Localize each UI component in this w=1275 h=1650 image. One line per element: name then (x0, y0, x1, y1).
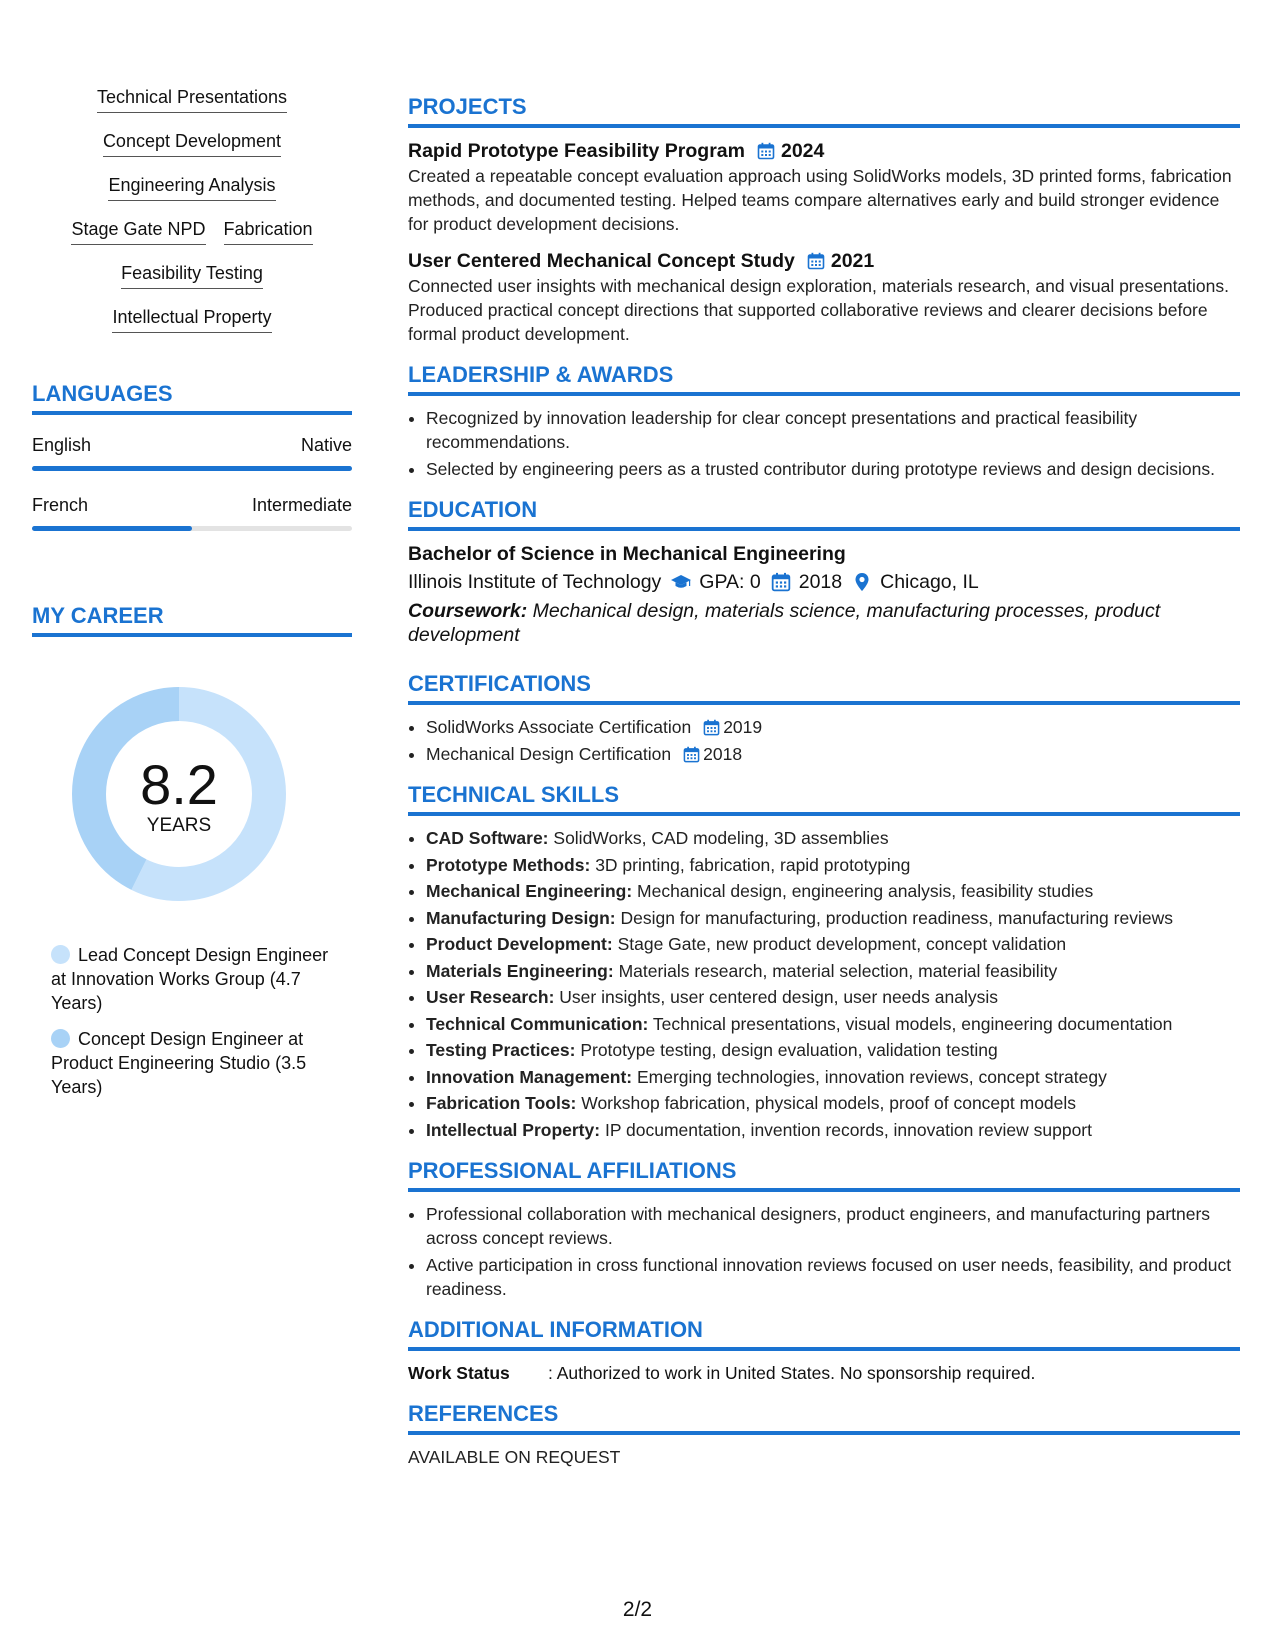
skill-item (426, 1091, 1240, 1116)
skill-item (426, 1065, 1240, 1090)
project-item (408, 248, 1240, 346)
language-level-bar (32, 526, 352, 531)
project-item (408, 138, 1240, 236)
skill-values: 3D printing, fabrication, rapid prototyping (595, 854, 911, 875)
career-total-years: 8.2 (140, 753, 218, 816)
language-item (32, 495, 352, 531)
certifications-title: CERTIFICATIONS (408, 671, 591, 696)
references-section (408, 1401, 1240, 1469)
skill-chip: Stage Gate NPD (71, 218, 205, 245)
language-level-fill (32, 526, 192, 531)
technical-skills-title: TECHNICAL SKILLS (408, 782, 620, 807)
page-number: 2/2 (622, 1598, 653, 1621)
project-year: 2021 (830, 250, 875, 272)
language-level-fill (32, 466, 352, 471)
certification-item (426, 742, 1240, 766)
section-divider (408, 812, 1240, 816)
skill-chip: Engineering Analysis (108, 174, 275, 201)
calendar-icon (757, 142, 775, 160)
coursework: Mechanical design, materials science, manufacturing processes, product development (408, 600, 1161, 646)
references-title: REFERENCES (408, 1401, 559, 1426)
skill-chip: Feasibility Testing (121, 262, 263, 289)
skill-chip: Concept Development (103, 130, 281, 157)
additional-info-title: ADDITIONAL INFORMATION (408, 1317, 703, 1342)
references-text: AVAILABLE ON REQUEST (408, 1447, 621, 1467)
skill-item (426, 1012, 1240, 1037)
language-name: French (32, 495, 89, 515)
skill-category: Product Development: (426, 934, 613, 954)
project-year: 2024 (780, 140, 825, 162)
skill-values: Emerging technologies, innovation reviews, concept strategy (637, 1066, 1107, 1087)
skill-values: Design for manufacturing, production readiness, manufacturing reviews (620, 907, 1173, 928)
career-legend (32, 943, 336, 1099)
graduation-year: 2018 (798, 571, 843, 593)
skill-item (426, 879, 1240, 904)
skill-category: Innovation Management: (426, 1066, 633, 1087)
school-location: Chicago, IL (880, 571, 979, 593)
left-column (32, 86, 352, 1111)
skill-category: Technical Communication: (426, 1013, 649, 1034)
list-item: • Active participation in cross functional innovation reviews focused on user needs, feasibility, and product readiness. (426, 1253, 1240, 1301)
skill-category: Fabrication Tools: (426, 1093, 577, 1113)
language-name: English (32, 435, 92, 455)
skill-item (426, 826, 1240, 851)
leadership-section (408, 362, 1240, 481)
languages-section (32, 381, 352, 531)
projects-section (408, 94, 1240, 346)
legend-dot (51, 945, 70, 964)
skill-category: Mechanical Engineering: (426, 881, 633, 901)
affiliations-section (408, 1158, 1240, 1301)
certifications-section (408, 671, 1240, 766)
skill-category: Materials Engineering: (426, 960, 614, 981)
calendar-icon (703, 719, 720, 736)
project-name: User Centered Mechanical Concept Study (408, 250, 795, 272)
certification-year: 2018 (703, 744, 743, 764)
gpa: GPA: 0 (699, 571, 761, 593)
graduation-cap-icon (671, 572, 691, 592)
language-item (32, 435, 352, 471)
skill-item (426, 1038, 1240, 1063)
skill-values: User insights, user centered design, user needs analysis (559, 987, 998, 1007)
skill-chip: Technical Presentations (97, 86, 287, 113)
skill-item (426, 932, 1240, 957)
career-legend-item (51, 943, 336, 1015)
affiliations-title: PROFESSIONAL AFFILIATIONS (408, 1158, 737, 1183)
affiliations-list (408, 1202, 1240, 1301)
skill-values: Mechanical design, engineering analysis, feasibility studies (637, 881, 1094, 901)
section-divider (408, 124, 1240, 128)
info-value: : Authorized to work in United States. No sponsorship required. (548, 1363, 1036, 1383)
calendar-icon (683, 746, 700, 763)
additional-info-section (408, 1317, 1240, 1385)
certifications-list (408, 715, 1240, 766)
technical-skills-list (408, 826, 1240, 1142)
skill-item (426, 906, 1240, 931)
certification-name: • Mechanical Design Certification (426, 744, 672, 764)
languages-title: LANGUAGES (32, 381, 173, 406)
list-item: • Professional collaboration with mechanical designers, product engineers, and manufacturing partners across concept reviews. (426, 1202, 1240, 1250)
project-name: Rapid Prototype Feasibility Program (408, 140, 745, 162)
section-divider (408, 1188, 1240, 1192)
section-divider (408, 1347, 1240, 1351)
skill-category: User Research: (426, 987, 555, 1007)
certification-year: 2019 (723, 717, 763, 737)
skill-category: Prototype Methods: (426, 854, 591, 875)
list-item: • Recognized by innovation leadership for clear concept presentations and practical feasibility recommendations. (426, 406, 1240, 454)
section-divider (408, 527, 1240, 531)
project-description: Created a repeatable concept evaluation approach using SolidWorks models, 3D printed forms, fabrication methods, and documented testing. Helped teams compare alternatives early and build stronger evidence for product development decisions. (408, 166, 1232, 234)
degree: Bachelor of Science in Mechanical Engineering (408, 543, 846, 565)
skill-category: Intellectual Property: (426, 1119, 601, 1140)
skill-category: Testing Practices: (426, 1040, 576, 1060)
legend-label: Concept Design Engineer at Product Engineering Studio (3.5 Years) (51, 1029, 307, 1097)
calendar-icon (807, 252, 825, 270)
info-row (408, 1361, 1240, 1385)
skill-item (426, 985, 1240, 1010)
skill-category: CAD Software: (426, 828, 549, 848)
school-name: Illinois Institute of Technology (408, 571, 662, 593)
certification-name: • SolidWorks Associate Certification (426, 717, 692, 737)
skill-values: IP documentation, invention records, innovation review support (604, 1119, 1092, 1140)
section-divider (408, 392, 1240, 396)
skill-values: Workshop fabrication, physical models, proof of concept models (581, 1093, 1077, 1113)
section-divider (32, 411, 352, 415)
right-column (408, 94, 1240, 1485)
skill-values: Stage Gate, new product development, concept validation (617, 934, 1067, 954)
section-divider (408, 1431, 1240, 1435)
section-divider (408, 701, 1240, 705)
skill-category: Manufacturing Design: (426, 907, 616, 928)
technical-skills-section (408, 782, 1240, 1142)
career-title: MY CAREER (32, 603, 164, 628)
language-level-bar (32, 466, 352, 471)
skill-chips (32, 86, 352, 333)
list-item: • Selected by engineering peers as a trusted contributor during prototype reviews and design decisions. (426, 457, 1240, 481)
skill-values: Prototype testing, design evaluation, validation testing (580, 1040, 998, 1060)
career-legend-item (51, 1027, 336, 1099)
career-section (32, 603, 352, 1099)
language-level: Intermediate (251, 495, 352, 515)
skill-values: Materials research, material selection, material feasibility (618, 960, 1058, 981)
career-donut-chart (66, 681, 292, 907)
skill-chip: Fabrication (224, 218, 313, 245)
calendar-icon (771, 572, 791, 592)
leadership-list (408, 406, 1240, 481)
education-section (408, 497, 1240, 647)
skill-item (426, 959, 1240, 984)
location-pin-icon (852, 572, 872, 592)
info-key: Work Status (408, 1363, 510, 1383)
career-unit: YEARS (146, 815, 212, 836)
legend-label: Lead Concept Design Engineer at Innovation Works Group (4.7 Years) (51, 945, 329, 1013)
projects-title: PROJECTS (408, 94, 527, 119)
leadership-title: LEADERSHIP & AWARDS (408, 362, 674, 387)
coursework-label: Coursework: (408, 600, 528, 622)
project-description: Connected user insights with mechanical design exploration, materials research, and visual presentations. Produced practical concept directions that supported collaborative reviews and clearer decisions before formal product development. (408, 276, 1229, 344)
skill-chip: Intellectual Property (112, 306, 271, 333)
legend-dot (51, 1029, 70, 1048)
skill-item (426, 1118, 1240, 1143)
skill-item (426, 853, 1240, 878)
education-title: EDUCATION (408, 497, 538, 522)
section-divider (32, 633, 352, 637)
language-level: Native (300, 435, 352, 455)
skill-values: SolidWorks, CAD modeling, 3D assemblies (553, 828, 889, 848)
certification-item (426, 715, 1240, 739)
skill-values: Technical presentations, visual models, engineering documentation (652, 1013, 1173, 1034)
